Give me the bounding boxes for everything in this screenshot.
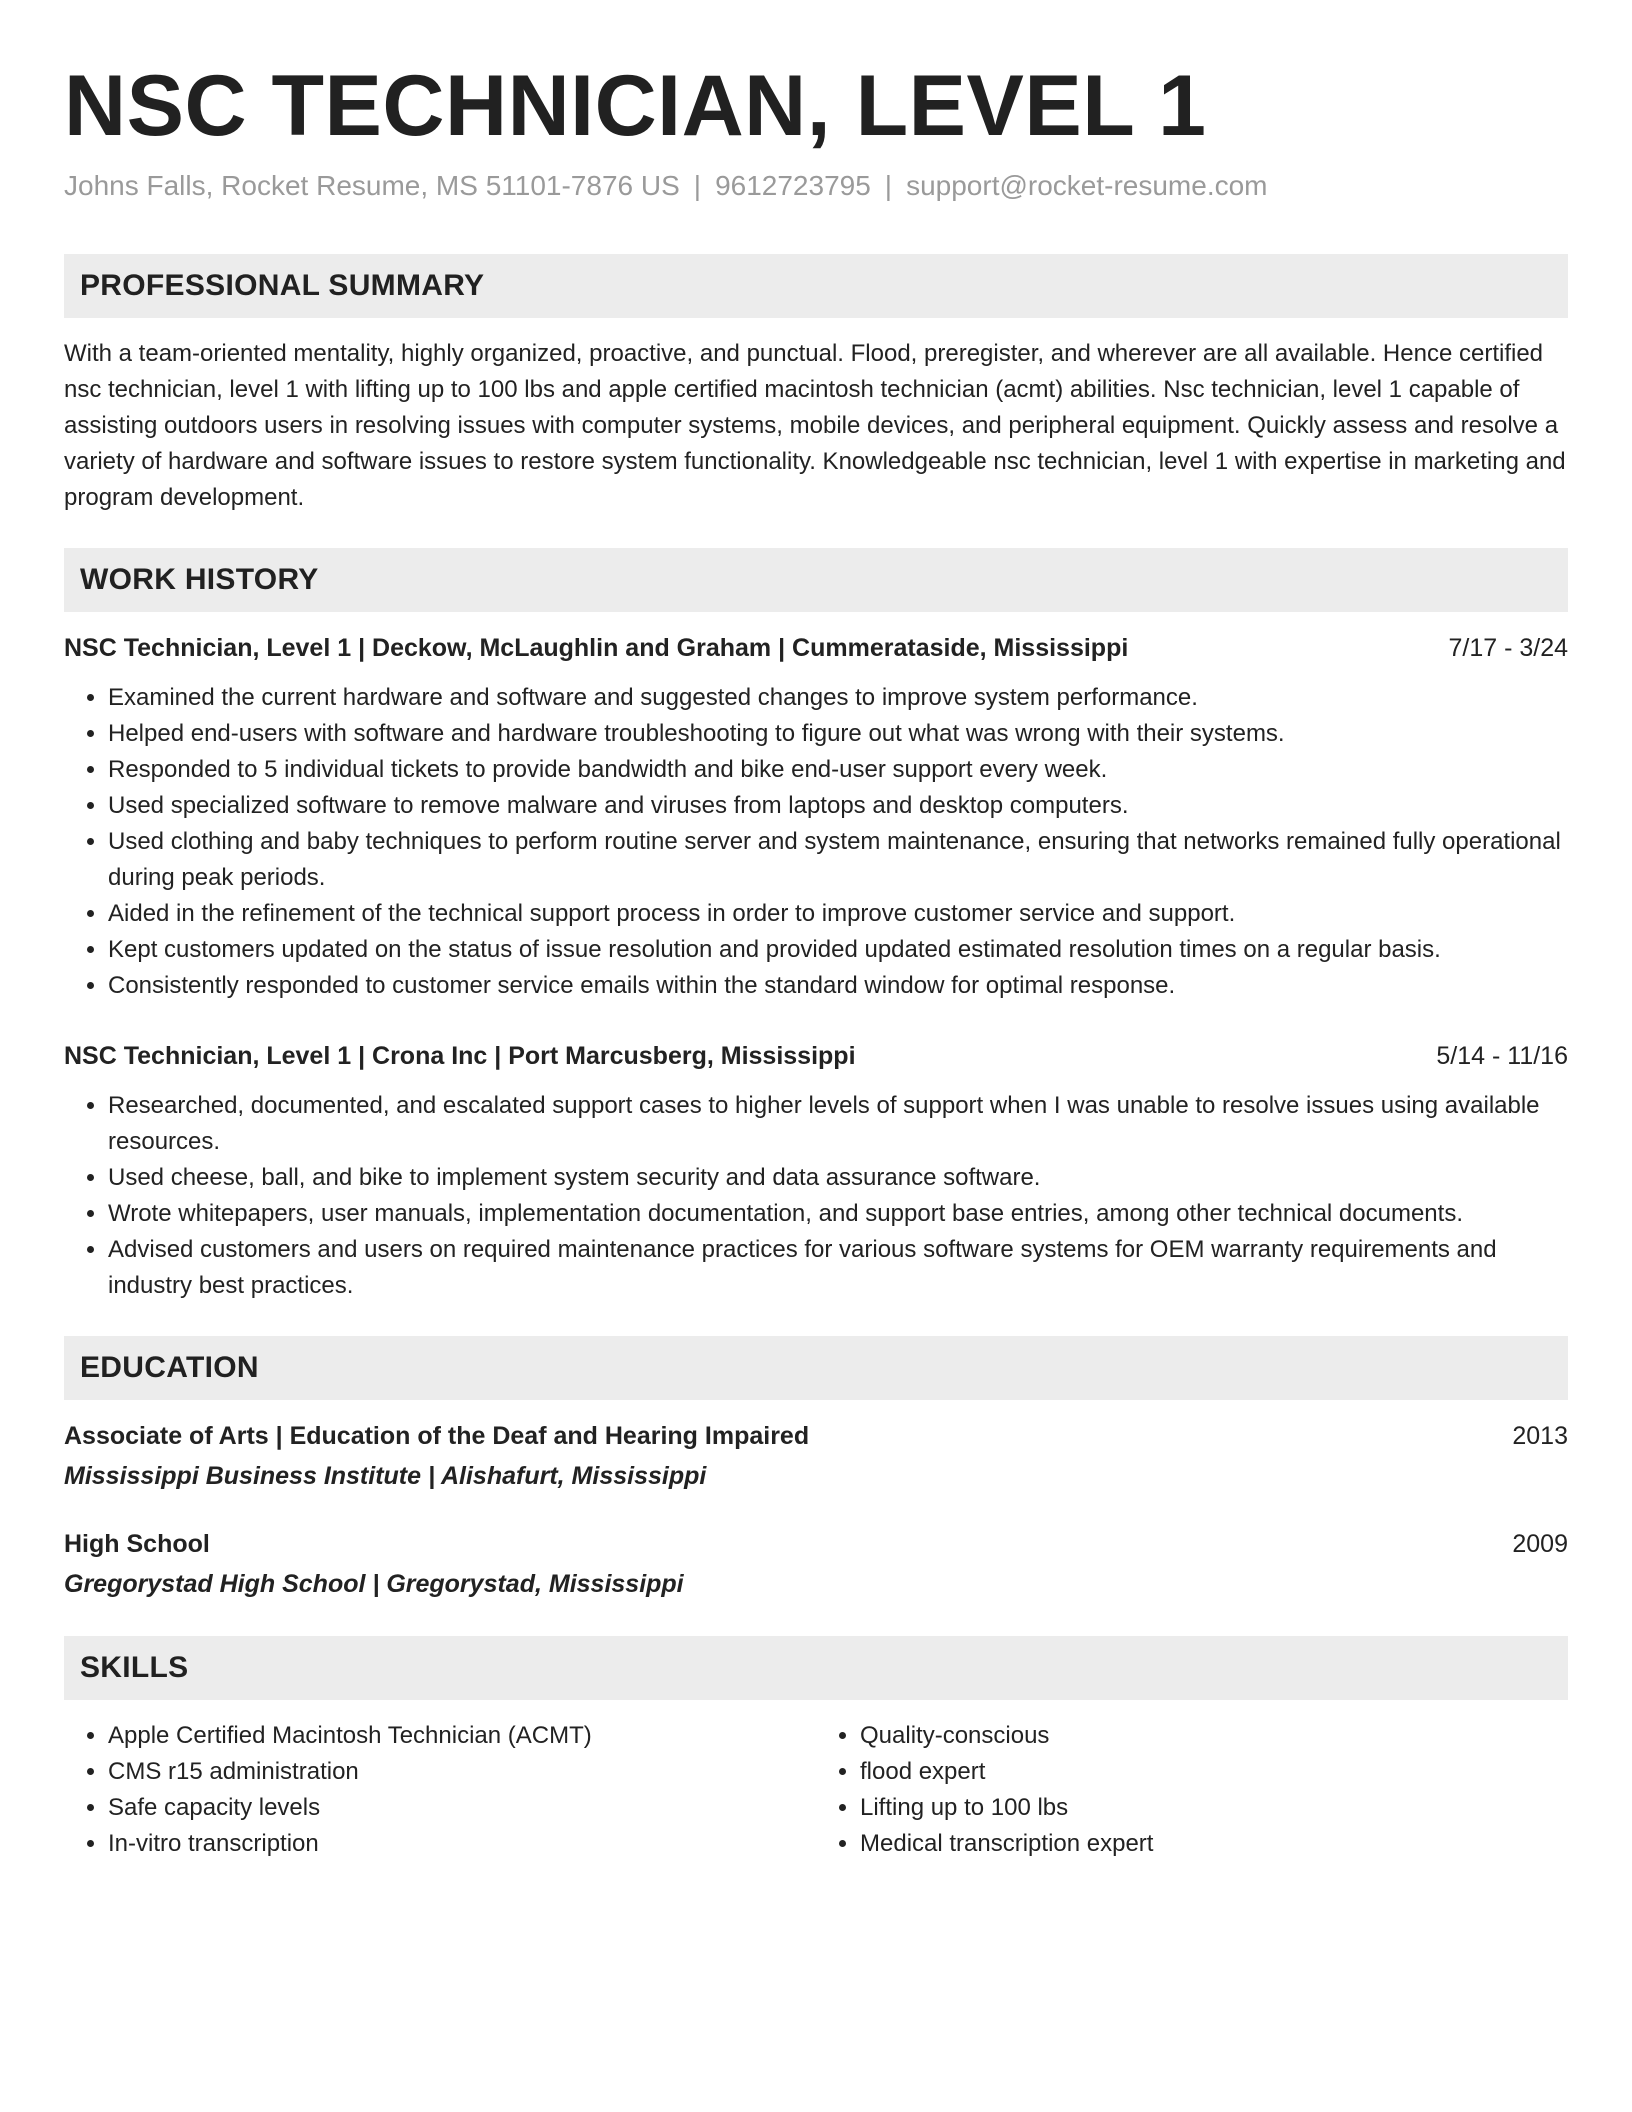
job-header — [64, 630, 1568, 666]
education-year: 2013 — [1512, 1422, 1568, 1450]
contact-email: support@rocket-resume.com — [906, 170, 1268, 201]
education-entry — [64, 1526, 1568, 1602]
section-header-summary: PROFESSIONAL SUMMARY — [64, 254, 1568, 318]
education-school: Gregorystad High School | Gregorystad, Mississippi — [64, 1570, 684, 1598]
contact-separator: | — [884, 170, 893, 201]
job-bullet: • Helped end-users with software and hardware troubleshooting to figure out what was wrong with their systems. — [108, 716, 1568, 752]
job-bullet: • Used cheese, ball, and bike to implement system security and data assurance software. — [108, 1160, 1568, 1196]
job-bullet: • Kept customers updated on the status of issue resolution and provided updated estimated resolution times on a regular basis. — [108, 932, 1568, 968]
candidate-name: NSC TECHNICIAN, LEVEL 1 — [64, 58, 1207, 154]
job-title: NSC Technician, Level 1 | Deckow, McLaughlin and Graham | Cummerataside, Mississippi — [64, 634, 1129, 662]
job-bullet: • Responded to 5 individual tickets to provide bandwidth and bike end-user support every week. — [108, 752, 1568, 788]
section-header-work-history: WORK HISTORY — [64, 548, 1568, 612]
section-header-skills: SKILLS — [64, 1636, 1568, 1700]
job-bullet: • Used specialized software to remove malware and viruses from laptops and desktop computers. — [108, 788, 1568, 824]
job-header — [64, 1038, 1568, 1074]
skills-list-right — [816, 1718, 1568, 1862]
summary-text: With a team-oriented mentality, highly organized, proactive, and punctual. Flood, preregister, and wherever are all available. Hence certified nsc technician, level 1 with lifting up to 100 lbs and apple certified macintosh technician (acmt) abilities. Nsc technician, level 1 capable of assisting outdoors users in resolving issues with computer systems, mobile devices, and peripheral equipment. Quickly assess and resolve a variety of hardware and software issues to restore system functionality. Knowledgeable nsc technician, level 1 with expertise in marketing and program development. — [64, 340, 1566, 511]
job-bullet: • Used clothing and baby techniques to perform routine server and system maintenance, ensuring that networks remained fully operational during peak periods. — [108, 824, 1568, 896]
skill-item: • Medical transcription expert — [860, 1826, 1568, 1862]
skills-list-left — [64, 1718, 816, 1862]
skill-item: • Apple Certified Macintosh Technician (ACMT) — [108, 1718, 816, 1754]
skill-item: • flood expert — [860, 1754, 1568, 1790]
education-degree: High School — [64, 1530, 210, 1558]
job-bullet: • Examined the current hardware and software and suggested changes to improve system performance. — [108, 680, 1568, 716]
job-bullet: • Wrote whitepapers, user manuals, implementation documentation, and support base entries, among other technical documents. — [108, 1196, 1568, 1232]
contact-line — [64, 168, 1568, 204]
job-dates: 5/14 - 11/16 — [1436, 1042, 1568, 1070]
education-degree: Associate of Arts | Education of the Deaf and Hearing Impaired — [64, 1422, 810, 1450]
skills-columns — [64, 1718, 1568, 1862]
education-year: 2009 — [1512, 1530, 1568, 1558]
contact-address: Johns Falls, Rocket Resume, MS 51101-7876 US — [64, 170, 680, 201]
job-title: NSC Technician, Level 1 | Crona Inc | Port Marcusberg, Mississippi — [64, 1042, 856, 1070]
job-bullet: • Consistently responded to customer service emails within the standard window for optimal response. — [108, 968, 1568, 1004]
section-header-education: EDUCATION — [64, 1336, 1568, 1400]
skill-item: • Lifting up to 100 lbs — [860, 1790, 1568, 1826]
education-header — [64, 1418, 1568, 1454]
skill-item: • Safe capacity levels — [108, 1790, 816, 1826]
job-bullet-list — [64, 680, 1568, 1004]
job-bullet-list — [64, 1088, 1568, 1304]
skill-item: • Quality-conscious — [860, 1718, 1568, 1754]
job-bullet: • Advised customers and users on required maintenance practices for various software systems for OEM warranty requirements and industry best practices. — [108, 1232, 1568, 1304]
job-entry — [64, 630, 1568, 1004]
contact-separator: | — [693, 170, 702, 201]
education-header — [64, 1526, 1568, 1562]
education-school: Mississippi Business Institute | Alishafurt, Mississippi — [64, 1462, 707, 1490]
job-dates: 7/17 - 3/24 — [1448, 634, 1568, 662]
job-bullet: • Researched, documented, and escalated support cases to higher levels of support when I was unable to resolve issues using available resources. — [108, 1088, 1568, 1160]
job-entry — [64, 1038, 1568, 1304]
job-bullet: • Aided in the refinement of the technical support process in order to improve customer service and support. — [108, 896, 1568, 932]
contact-phone: 9612723795 — [715, 170, 871, 201]
skill-item: • In-vitro transcription — [108, 1826, 816, 1862]
education-entry — [64, 1418, 1568, 1494]
skill-item: • CMS r15 administration — [108, 1754, 816, 1790]
